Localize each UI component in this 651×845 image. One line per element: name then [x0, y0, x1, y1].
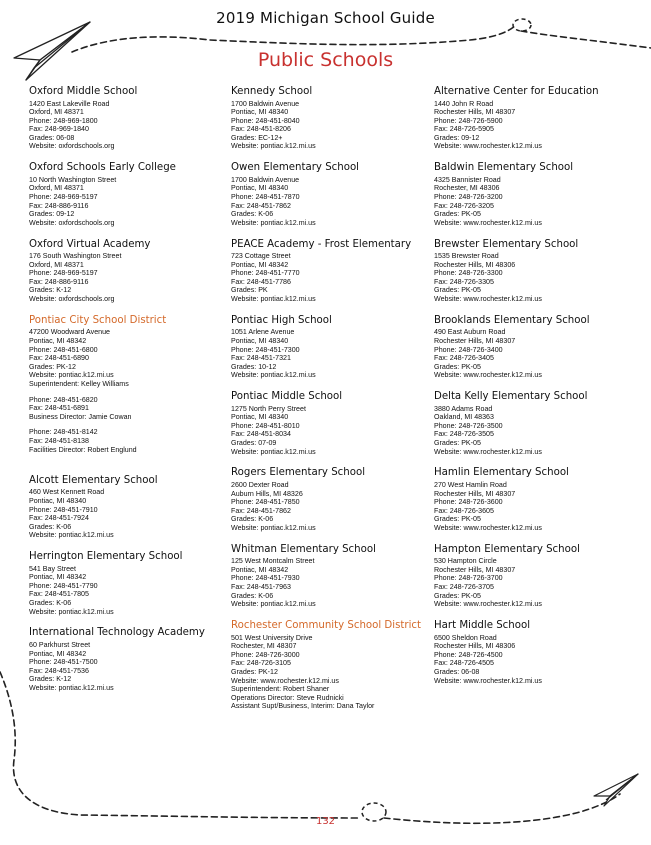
- school-detail-line: Fax: 248-726-3405: [434, 354, 494, 363]
- school-detail-line: 4325 Bannister Road: [434, 175, 501, 184]
- school-detail-line: Phone: 248-451-7910: [29, 505, 98, 514]
- school-detail-line: Pontiac, MI 48342: [29, 336, 87, 345]
- school-column-3: [434, 86, 634, 696]
- school-detail-line: 1440 John R Road: [434, 99, 494, 108]
- school-detail-line: Website: www.rochester.k12.mi.us: [434, 371, 542, 380]
- school-detail-line: 1275 North Perry Street: [231, 404, 306, 413]
- school-detail-line: Rochester Hills, MI 48307: [434, 108, 516, 117]
- school-detail-line: Oakland, MI 48363: [434, 413, 494, 422]
- school-detail-line: Fax: 248-451-7536: [29, 666, 89, 675]
- school-detail-line: Website: www.rochester.k12.mi.us: [434, 600, 542, 609]
- school-detail-line: Website: www.rochester.k12.mi.us: [434, 218, 542, 227]
- school-detail-line: 47200 Woodward Avenue: [29, 328, 110, 337]
- school-detail-line: Website: pontiac.k12.mi.us: [231, 371, 316, 380]
- school-detail-line: Fax: 248-726-3705: [434, 583, 494, 592]
- school-detail-line: Website: oxfordschools.org: [29, 142, 115, 151]
- school-detail-line: Fax: 248-451-7862: [231, 201, 291, 210]
- spacer: [29, 421, 229, 428]
- school-detail-line: 1420 East Lakeville Road: [29, 99, 110, 108]
- school-detail-line: Grades: 09-12: [29, 210, 75, 219]
- school-detail-line: 1051 Arlene Avenue: [231, 328, 295, 337]
- district-name: Pontiac City School District: [29, 314, 167, 326]
- school-detail-line: Pontiac, MI 48342: [29, 649, 87, 658]
- school-detail-line: 1700 Baldwin Avenue: [231, 175, 300, 184]
- school-entry: [29, 551, 229, 627]
- school-detail-line: Website: www.rochester.k12.mi.us: [434, 523, 542, 532]
- school-detail-line: Auburn Hills, MI 48326: [231, 489, 303, 498]
- school-entry: [434, 162, 634, 238]
- school-detail-line: Grades: 06-08: [29, 133, 75, 142]
- school-detail-line: Fax: 248-451-8138: [29, 436, 89, 445]
- school-name: Oxford Virtual Academy: [29, 238, 151, 250]
- school-detail-line: Superintendent: Robert Shaner: [231, 685, 330, 694]
- school-detail-line: Website: oxfordschools.org: [29, 295, 115, 304]
- school-detail-line: Grades: EC-12+: [231, 133, 283, 142]
- school-detail-line: Grades: K-06: [29, 599, 72, 608]
- school-detail-line: Website: pontiac.k12.mi.us: [231, 600, 316, 609]
- school-detail-line: Rochester Hills, MI 48307: [434, 565, 516, 574]
- school-detail-line: 60 Parkhurst Street: [29, 640, 91, 649]
- school-entry: [231, 162, 431, 238]
- page-number: 132: [315, 816, 336, 827]
- school-detail-line: 2600 Dexter Road: [231, 480, 289, 489]
- school-detail-line: Oxford, MI 48371: [29, 260, 84, 269]
- school-detail-line: Grades: K-12: [29, 286, 72, 295]
- school-name: Pontiac High School: [231, 314, 332, 326]
- school-detail-line: Grades: 09-12: [434, 133, 480, 142]
- school-entry: [434, 391, 634, 467]
- school-detail-line: Website: www.rochester.k12.mi.us: [434, 676, 542, 685]
- school-detail-line: Phone: 248-726-5900: [434, 116, 503, 125]
- school-detail-line: Fax: 248-451-7924: [29, 514, 89, 523]
- school-detail-line: 1535 Brewster Road: [434, 252, 499, 261]
- school-detail-line: 460 West Kennett Road: [29, 488, 105, 497]
- school-detail-line: 530 Hampton Circle: [434, 557, 497, 566]
- school-detail-line: Phone: 248-451-7850: [231, 498, 300, 507]
- school-entry: [231, 86, 431, 162]
- school-detail-line: Pontiac, MI 48340: [29, 496, 87, 505]
- school-name: PEACE Academy - Frost Elementary: [231, 238, 412, 250]
- school-detail-line: Grades: 10-12: [231, 362, 277, 371]
- school-detail-line: Website: www.rochester.k12.mi.us: [434, 447, 542, 456]
- school-detail-line: Fax: 248-451-7862: [231, 506, 291, 515]
- school-detail-line: 723 Cottage Street: [231, 252, 291, 261]
- school-name: Alternative Center for Education: [434, 86, 599, 97]
- school-detail-line: Rochester Hills, MI 48307: [434, 336, 516, 345]
- school-name: Brooklands Elementary School: [434, 314, 590, 326]
- school-detail-line: Fax: 248-886-9116: [29, 201, 89, 210]
- school-detail-line: Website: pontiac.k12.mi.us: [231, 142, 316, 151]
- school-detail-line: Fax: 248-726-3205: [434, 201, 494, 210]
- school-detail-line: Pontiac, MI 48340: [231, 336, 289, 345]
- school-detail-line: Fax: 248-451-8034: [231, 430, 291, 439]
- guide-title: 2019 Michigan School Guide: [216, 9, 435, 27]
- school-detail-line: Pontiac, MI 48340: [231, 413, 289, 422]
- school-detail-line: Website: oxfordschools.org: [29, 218, 115, 227]
- school-detail-line: Phone: 248-726-3500: [434, 421, 503, 430]
- school-detail-line: Operations Director: Steve Rudnicki: [231, 693, 344, 702]
- school-entry: [29, 475, 229, 551]
- school-entry: [29, 162, 229, 238]
- school-detail-line: Rochester Hills, MI 48306: [434, 642, 516, 651]
- school-detail-line: Phone: 248-726-3000: [231, 650, 300, 659]
- school-entry: [434, 239, 634, 315]
- school-detail-line: Grades: 07-09: [231, 439, 277, 448]
- school-detail-line: Phone: 248-451-7300: [231, 345, 300, 354]
- school-entry: [29, 86, 229, 162]
- school-detail-line: Phone: 248-969-1800: [29, 116, 98, 125]
- school-detail-line: Phone: 248-726-4500: [434, 650, 503, 659]
- school-detail-line: 3880 Adams Road: [434, 404, 493, 413]
- school-detail-line: Phone: 248-969-5197: [29, 269, 98, 278]
- school-detail-line: Grades: PK-05: [434, 286, 481, 295]
- school-detail-line: Fax: 248-726-4505: [434, 659, 494, 668]
- school-detail-line: 10 North Washington Street: [29, 175, 117, 184]
- school-detail-line: Fax: 248-726-3105: [231, 659, 291, 668]
- school-column-1: [29, 86, 229, 704]
- school-name: Oxford Middle School: [29, 86, 138, 97]
- school-detail-line: Fax: 248-451-7786: [231, 277, 291, 286]
- school-detail-line: Fax: 248-451-8206: [231, 125, 291, 134]
- school-detail-line: Phone: 248-451-6820: [29, 395, 98, 404]
- school-entry: [29, 627, 229, 703]
- school-detail-line: Phone: 248-726-3600: [434, 498, 503, 507]
- district-entry: [29, 315, 229, 475]
- school-detail-line: Fax: 248-726-3305: [434, 277, 494, 286]
- school-detail-line: Grades: PK-05: [434, 591, 481, 600]
- school-detail-line: Phone: 248-726-3300: [434, 269, 503, 278]
- school-detail-line: Oxford, MI 48371: [29, 108, 84, 117]
- school-detail-line: 6500 Sheldon Road: [434, 633, 497, 642]
- school-detail-line: Rochester, MI 48306: [434, 184, 500, 193]
- school-detail-line: Grades: K-12: [29, 675, 72, 684]
- school-detail-line: Phone: 248-726-3400: [434, 345, 503, 354]
- school-detail-line: Website: pontiac.k12.mi.us: [231, 447, 316, 456]
- school-name: Hamlin Elementary School: [434, 467, 569, 479]
- school-detail-line: Website: www.rochester.k12.mi.us: [434, 295, 542, 304]
- school-name: Alcott Elementary School: [29, 474, 158, 486]
- school-entry: [434, 620, 634, 696]
- school-detail-line: 176 South Washington Street: [29, 252, 122, 261]
- school-detail-line: Phone: 248-451-8142: [29, 428, 98, 437]
- school-name: Hart Middle School: [434, 620, 531, 632]
- school-detail-line: Phone: 248-451-7500: [29, 658, 98, 667]
- paper-airplane-icon: [592, 772, 640, 808]
- school-detail-line: Assistant Supt/Business, Interim: Dana Taylor: [231, 702, 375, 711]
- school-name: Hampton Elementary School: [434, 543, 580, 555]
- school-detail-line: Phone: 248-969-5197: [29, 192, 98, 201]
- school-name: International Technology Academy: [29, 627, 205, 639]
- school-detail-line: Grades: 06-08: [434, 667, 480, 676]
- school-detail-line: Grades: PK-12: [29, 362, 76, 371]
- school-name: Kennedy School: [231, 86, 313, 97]
- school-detail-line: Rochester, MI 48307: [231, 642, 297, 651]
- school-detail-line: Superintendent: Kelley Williams: [29, 379, 129, 388]
- school-detail-line: Grades: K-06: [29, 522, 72, 531]
- school-detail-line: Website: pontiac.k12.mi.us: [231, 523, 316, 532]
- school-name: Baldwin Elementary School: [434, 162, 574, 174]
- school-name: Rogers Elementary School: [231, 467, 366, 479]
- school-detail-line: Fax: 248-451-6890: [29, 354, 89, 363]
- district-name: Rochester Community School District: [231, 620, 422, 632]
- school-detail-line: Website: www.rochester.k12.mi.us: [434, 142, 542, 151]
- school-detail-line: Website: pontiac.k12.mi.us: [29, 607, 114, 616]
- school-detail-line: Fax: 248-451-7963: [231, 583, 291, 592]
- school-entry: [434, 86, 634, 162]
- school-detail-line: Pontiac, MI 48342: [231, 565, 289, 574]
- school-detail-line: Grades: K-06: [231, 210, 274, 219]
- spacer: [29, 389, 229, 396]
- school-detail-line: Website: www.rochester.k12.mi.us: [231, 676, 339, 685]
- school-detail-line: Pontiac, MI 48342: [29, 573, 87, 582]
- school-detail-line: Website: pontiac.k12.mi.us: [29, 683, 114, 692]
- school-detail-line: 490 East Auburn Road: [434, 328, 506, 337]
- school-detail-line: Fax: 248-726-3605: [434, 506, 494, 515]
- school-detail-line: Grades: K-06: [231, 515, 274, 524]
- school-detail-line: Fax: 248-451-7805: [29, 590, 89, 599]
- school-detail-line: Pontiac, MI 48342: [231, 260, 289, 269]
- school-detail-line: Phone: 248-726-3700: [434, 574, 503, 583]
- school-detail-line: Grades: PK-05: [434, 362, 481, 371]
- school-detail-line: Phone: 248-451-6800: [29, 345, 98, 354]
- school-detail-line: Grades: K-06: [231, 591, 274, 600]
- district-entry: [231, 620, 431, 750]
- school-detail-line: Facilities Director: Robert Englund: [29, 445, 137, 454]
- school-entry: [231, 239, 431, 315]
- school-detail-line: Fax: 248-451-7321: [231, 354, 291, 363]
- school-detail-line: Website: pontiac.k12.mi.us: [231, 218, 316, 227]
- school-detail-line: Website: pontiac.k12.mi.us: [29, 531, 114, 540]
- school-entry: [29, 239, 229, 315]
- school-name: Delta Kelly Elementary School: [434, 391, 588, 403]
- school-entry: [434, 315, 634, 391]
- school-detail-line: Phone: 248-726-3200: [434, 192, 503, 201]
- school-detail-line: Grades: PK-05: [434, 515, 481, 524]
- school-entry: [231, 467, 431, 543]
- school-detail-line: Fax: 248-969-1840: [29, 125, 89, 134]
- school-name: Herrington Elementary School: [29, 551, 183, 563]
- school-detail-line: Fax: 248-886-9116: [29, 277, 89, 286]
- school-detail-line: 270 West Hamlin Road: [434, 480, 507, 489]
- school-name: Owen Elementary School: [231, 162, 360, 174]
- school-entry: [231, 315, 431, 391]
- school-detail-line: Website: pontiac.k12.mi.us: [231, 295, 316, 304]
- school-entry: [434, 467, 634, 543]
- school-detail-line: Grades: PK-12: [231, 667, 278, 676]
- school-detail-line: Rochester Hills, MI 48306: [434, 260, 516, 269]
- school-detail-line: Grades: PK-05: [434, 210, 481, 219]
- school-detail-line: Phone: 248-451-7790: [29, 581, 98, 590]
- school-name: Brewster Elementary School: [434, 238, 579, 250]
- school-detail-line: Grades: PK: [231, 286, 268, 295]
- school-entry: [231, 391, 431, 467]
- school-detail-line: Business Director: Jamie Cowan: [29, 412, 132, 421]
- school-detail-line: Website: pontiac.k12.mi.us: [29, 371, 114, 380]
- school-detail-line: Grades: PK-05: [434, 439, 481, 448]
- school-detail-line: 501 West University Drive: [231, 633, 313, 642]
- school-name: Whitman Elementary School: [231, 543, 376, 555]
- school-detail-line: Phone: 248-451-8010: [231, 421, 300, 430]
- school-name: Pontiac Middle School: [231, 391, 343, 403]
- school-column-2: [231, 86, 431, 750]
- school-name: Oxford Schools Early College: [29, 162, 176, 174]
- school-detail-line: 125 West Montcalm Street: [231, 557, 315, 566]
- school-detail-line: Pontiac, MI 48340: [231, 108, 289, 117]
- school-detail-line: Phone: 248-451-7930: [231, 574, 300, 583]
- school-detail-line: Phone: 248-451-7870: [231, 192, 300, 201]
- school-detail-line: 1700 Baldwin Avenue: [231, 99, 300, 108]
- school-detail-line: 541 Bay Street: [29, 564, 76, 573]
- school-entry: [434, 544, 634, 620]
- school-detail-line: Oxford, MI 48371: [29, 184, 84, 193]
- school-detail-line: Phone: 248-451-8040: [231, 116, 300, 125]
- school-detail-line: Pontiac, MI 48340: [231, 184, 289, 193]
- school-detail-line: Phone: 248-451-7770: [231, 269, 300, 278]
- school-detail-line: Rochester Hills, MI 48307: [434, 489, 516, 498]
- school-detail-line: Fax: 248-726-5905: [434, 125, 494, 134]
- school-detail-line: Fax: 248-726-3505: [434, 430, 494, 439]
- section-title: Public Schools: [257, 49, 394, 71]
- school-detail-line: Fax: 248-451-6891: [29, 404, 89, 413]
- school-entry: [231, 544, 431, 620]
